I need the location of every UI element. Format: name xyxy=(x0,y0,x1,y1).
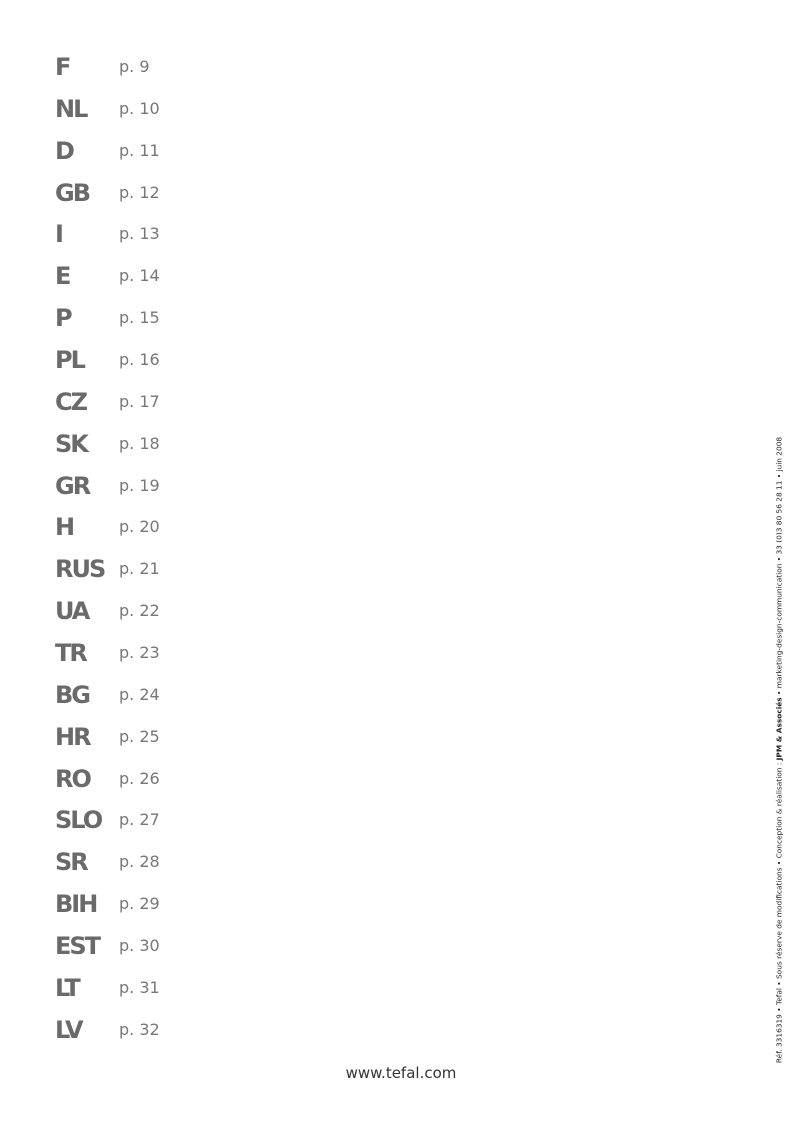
language-code: CZ xyxy=(55,387,87,416)
language-code: TR xyxy=(55,638,86,667)
page-reference: p. 19 xyxy=(119,475,160,495)
language-code: I xyxy=(55,220,62,249)
language-code: GB xyxy=(55,178,89,207)
page-reference: p. 13 xyxy=(119,224,160,244)
index-row xyxy=(55,925,235,967)
page-reference: p. 21 xyxy=(119,559,160,579)
language-index xyxy=(55,46,235,1051)
page-reference: p. 25 xyxy=(119,726,160,746)
page-reference: p. 24 xyxy=(119,684,160,704)
page-reference: p. 20 xyxy=(119,517,160,537)
page-reference: p. 31 xyxy=(119,977,160,997)
page-reference: p. 27 xyxy=(119,810,160,830)
index-row xyxy=(55,967,235,1009)
index-row xyxy=(55,548,235,590)
page-reference: p. 26 xyxy=(119,768,160,788)
index-row xyxy=(55,297,235,339)
imprint-text-before: Réf. 3316319 • Tefal • Sous réserve de modifications • Conception & réalisation : xyxy=(774,760,784,1064)
index-row xyxy=(55,46,235,88)
index-row xyxy=(55,883,235,925)
language-code: SLO xyxy=(55,806,102,835)
page-reference: p. 11 xyxy=(119,140,160,160)
language-code: HR xyxy=(55,722,90,751)
page-reference: p. 15 xyxy=(119,308,160,328)
page-reference: p. 10 xyxy=(119,98,160,118)
index-row xyxy=(55,1009,235,1051)
language-code: LV xyxy=(55,1015,82,1044)
language-code: RUS xyxy=(55,555,105,584)
website-url[interactable]: www.tefal.com xyxy=(345,1064,457,1082)
page-reference: p. 17 xyxy=(119,391,160,411)
language-code: SR xyxy=(55,848,87,877)
language-code: H xyxy=(55,513,74,542)
index-row xyxy=(55,716,235,758)
imprint-text-after: • marketing-design-communication • 33 (0)3 80 56 28 11 • juin 2008 xyxy=(774,436,784,698)
index-row xyxy=(55,674,235,716)
page-reference: p. 23 xyxy=(119,642,160,662)
index-row xyxy=(55,88,235,130)
language-code: GR xyxy=(55,471,90,500)
index-row xyxy=(55,758,235,800)
page-reference: p. 29 xyxy=(119,894,160,914)
index-row xyxy=(55,423,235,465)
page-reference: p. 32 xyxy=(119,1019,160,1039)
index-row xyxy=(55,381,235,423)
index-row xyxy=(55,590,235,632)
language-code: BG xyxy=(55,680,89,709)
index-row xyxy=(55,130,235,172)
language-code: P xyxy=(55,304,71,333)
index-row xyxy=(55,506,235,548)
page-reference: p. 18 xyxy=(119,433,160,453)
index-row xyxy=(55,841,235,883)
language-code: RO xyxy=(55,764,90,793)
index-row xyxy=(55,465,235,507)
language-code: SK xyxy=(55,429,87,458)
language-code: E xyxy=(55,262,70,291)
page-reference: p. 14 xyxy=(119,266,160,286)
index-row xyxy=(55,255,235,297)
language-code: UA xyxy=(55,597,89,626)
index-row xyxy=(55,172,235,214)
vertical-imprint xyxy=(775,420,784,1080)
index-row xyxy=(55,213,235,255)
language-code: NL xyxy=(55,94,87,123)
index-row xyxy=(55,339,235,381)
page-reference: p. 16 xyxy=(119,349,160,369)
page-reference: p. 22 xyxy=(119,601,160,621)
page-reference: p. 28 xyxy=(119,852,160,872)
language-code: PL xyxy=(55,345,84,374)
page-reference: p. 12 xyxy=(119,182,160,202)
index-row xyxy=(55,632,235,674)
language-code: F xyxy=(55,52,70,81)
page-reference: p. 9 xyxy=(119,56,150,76)
imprint-agency: JPM & Associés xyxy=(774,697,784,761)
language-code: LT xyxy=(55,973,79,1002)
index-row xyxy=(55,799,235,841)
page-reference: p. 30 xyxy=(119,935,160,955)
language-code: D xyxy=(55,136,73,165)
imprint-area xyxy=(766,420,792,1080)
language-code: EST xyxy=(55,931,100,960)
language-code: BIH xyxy=(55,890,97,919)
